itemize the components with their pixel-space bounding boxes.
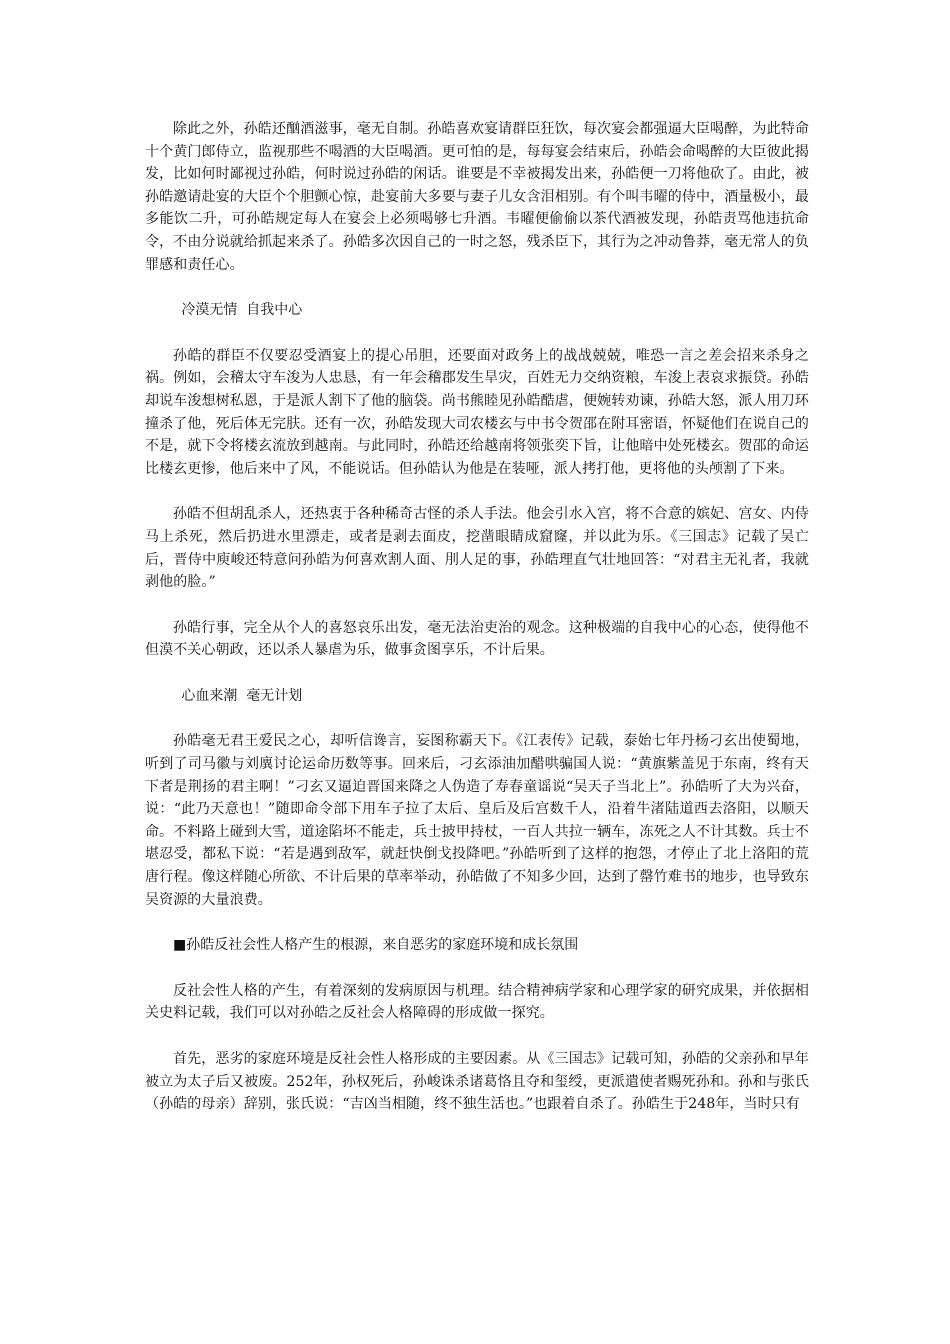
document-page	[145, 118, 809, 1139]
paragraph-ministers: 孙皓的群臣不仅要忍受酒宴上的提心吊胆，还要面对政务上的战战兢兢，唯恐一言之差会招来杀身之祸。例如，会稽太守车浚为人忠恳，有一年会稽郡发生旱灾，百姓无力交纳资粮，车浚上表哀求振贷。孙皓却说车浚想树私恩，于是派人割下了他的脑袋。尚书熊睦见孙皓酷虐，便婉转劝谏，孙皓大怒，派人用刀环撞杀了他，死后体无完肤。还有一次，孙皓发现大司农楼玄与中书令贺邵在附耳密语，怀疑他们在说自己的不是，就下令将楼玄流放到越南。与此同时，孙皓还给越南将领张奕下旨，让他暗中处死楼玄。贺邵的命运比楼玄更惨，他后来中了风，不能说话。但孙皓认为他是在装哑，派人拷打他，更将他的头颅割了下来。	[145, 347, 809, 477]
paragraph-self-centered: 孙皓行事，完全从个人的喜怒哀乐出发，毫无法治吏治的观念。这种极端的自我中心的心态，使得他不但漠不关心朝政，还以杀人暴虐为乐，做事贪图享乐，不计后果。	[145, 619, 809, 659]
section-heading-impulsive: 心血来潮 毫无计划	[181, 687, 303, 704]
section-heading-roots: ■孙皓反社会性人格产生的根源，来自恶劣的家庭环境和成长氛围	[173, 937, 579, 954]
paragraph-origins: 反社会性人格的产生，有着深刻的发病原因与机理。结合精神病学家和心理学家的研究成果，并依据相关史料记载，我们可以对孙皓之反社会人格障碍的形成做一探究。	[145, 982, 809, 1022]
section-heading-cold-selfish: 冷漠无情 自我中心	[181, 302, 303, 319]
paragraph-northern-march: 孙皓毫无君王爱民之心，却听信谗言，妄图称霸天下。《江表传》记载，泰始七年丹杨刁玄出使蜀地，听到了司马徽与刘廙讨论运命历数等事。回来后，刁玄添油加醋哄骗国人说：“黄旗紫盖见于东南，终有天下者是荆扬的君主啊！”刁玄又逼迫晋国来降之人伪造了寿春童谣说“吴天子当北上”。孙皓听了大为兴奋，说：“此乃天意也！”随即命令部下用车子拉了太后、皇后及后宫数千人，沿着牛渚陆道西去洛阳，以顺天命。不料路上碰到大雪，道途陷坏不能走，兵士披甲持杖，一百人共拉一辆车，冻死之人不计其数。兵士不堪忍受，都私下说：“若是遇到敌军，就赶快倒戈投降吧。”孙皓听到了这样的抱怨，才停止了北上洛阳的荒唐行程。像这样随心所欲、不计后果的草率举动，孙皓做了不知多少回，达到了罄竹难书的地步，也导致东吴资源的大量浪费。	[145, 733, 809, 908]
paragraph-family-environment: 首先，恶劣的家庭环境是反社会性人格形成的主要因素。从《三国志》记载可知，孙皓的父亲孙和早年被立为太子后又被废。252年，孙权死后，孙峻诛杀诸葛恪且夺和玺绶，更派遣使者赐死孙和。孙和与张氏（孙皓的母亲）辞别，张氏说：“吉凶当相随，终不独生活也。”也跟着自杀了。孙皓生于248年，当时只有	[145, 1051, 809, 1113]
paragraph-drinking: 除此之外，孙皓还酗酒滋事，毫无自制。孙皓喜欢宴请群臣狂饮，每次宴会都强逼大臣喝醉，为此特命十个黄门郎侍立，监视那些不喝酒的大臣喝酒。更可怕的是，每每宴会结束后，孙皓会命喝醉的大臣彼此揭发，比如何时鄙视过孙皓，何时说过孙皓的闲话。谁要是不幸被揭发出来，孙皓便一刀将他砍了。由此，被孙皓邀请赴宴的大臣个个胆颤心惊，赴宴前大多要与妻子儿女含泪相别。有个叫韦曜的侍中，酒量极小，最多能饮二升，可孙皓规定每人在宴会上必须喝够七升酒。韦曜便偷偷以茶代酒被发现，孙皓责骂他违抗命令，不由分说就给抓起来杀了。孙皓多次因自己的一时之怒，残杀臣下，其行为之冲动鲁莽，毫无常人的负罪感和责任心。	[145, 121, 809, 273]
paragraph-killing-methods: 孙皓不但胡乱杀人，还热衷于各种稀奇古怪的杀人手法。他会引水入宫，将不合意的嫔妃、宫女、内侍马上杀死，然后扔进水里漂走，或者是剥去面皮，挖凿眼睛成窟窿，并以此为乐。《三国志》记载了吴亡后，晋侍中庾峻还特意问孙皓为何喜欢割人面、刖人足的事，孙皓理直气壮地回答：“对君主无礼者，我就剥他的脸。”	[145, 506, 809, 591]
